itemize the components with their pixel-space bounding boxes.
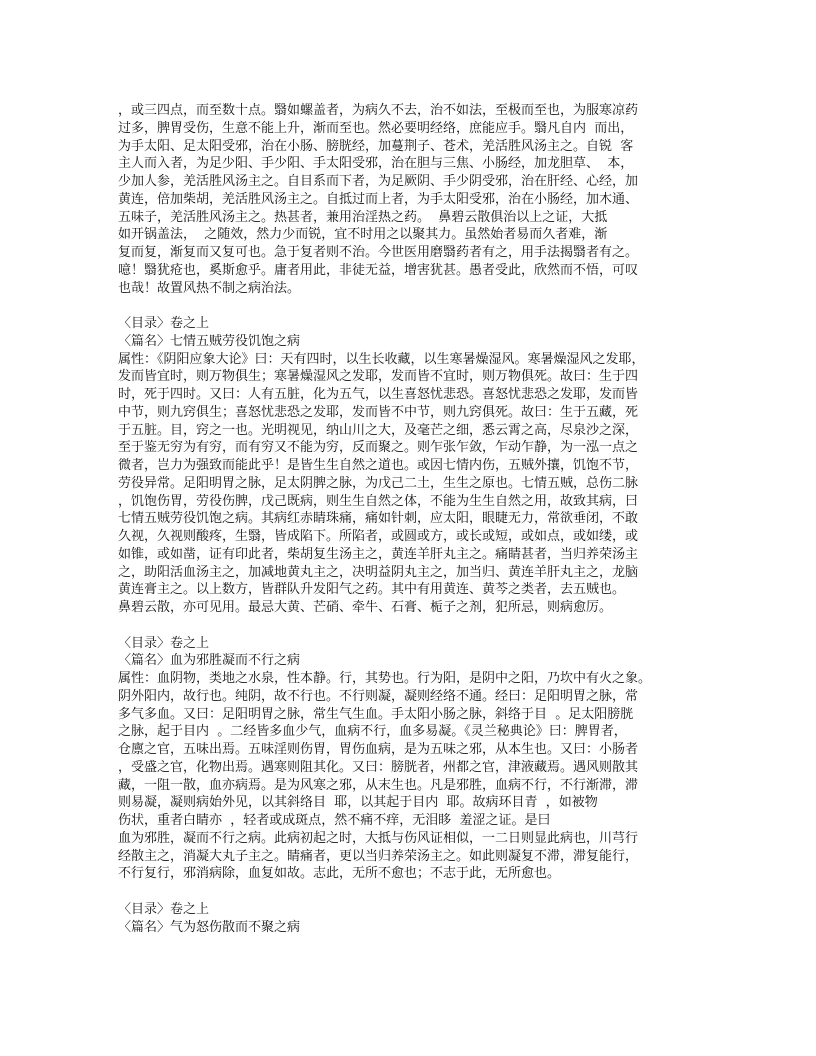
text-line: 微者，岂力为强致而能此乎！是皆生生自然之道也。或因七情内伤，五贼外攘，饥饱不节， bbox=[118, 458, 639, 473]
text-line: 如开锅盖法， 之随效，然力少而锐，宜不时用之以聚其力。虽然始者易而久者难，渐 bbox=[118, 227, 608, 243]
text-line: 复而复，渐复而又复可也。急于复者则不治。今世医用磨翳药者有之，用手法揭翳者有之。 bbox=[118, 245, 639, 260]
document-section bbox=[118, 635, 718, 884]
text-line: 黄连，倍加柴胡，羌活胜风汤主之。自抵过而上者，为手太阳受邪，治在小肠经，加木通、 bbox=[118, 191, 639, 207]
text-line: 经散主之，消凝大丸子主之。睛痛者，更以当归养荣汤主之。如此则凝复不滞，滞复能行， bbox=[118, 848, 639, 864]
document-page bbox=[118, 102, 718, 936]
chapter-title: 〈篇名〉血为邪胜凝而不行之病 bbox=[118, 653, 301, 669]
document-section bbox=[118, 315, 718, 617]
text-line: 黄连膏主之。以上数方，皆群队升发阳气之药。其中有用黄连、黄芩之类者，去五贼也。 bbox=[118, 582, 626, 598]
document-section bbox=[118, 901, 718, 937]
text-line: 久视，久视则酸疼，生翳，皆成陷下。所陷者，或圆或方，或长或短，或如点，或如缕，或 bbox=[118, 529, 639, 544]
catalog-heading: 〈目录〉卷之上 bbox=[118, 316, 210, 331]
catalog-heading: 〈目录〉卷之上 bbox=[118, 901, 210, 917]
section-spacer bbox=[118, 883, 718, 901]
text-line: ，饥饱伤胃，劳役伤脾，戊己既病，则生生自然之体，不能为生生自然之用，故致其病，曰 bbox=[118, 493, 639, 509]
text-line: 于五脏。目，窍之一也。光明视见，纳山川之大，及毫芒之细，悉云霄之高，尽泉沙之深， bbox=[118, 422, 639, 438]
text-line: 之，助阳活血汤主之，加减地黄丸主之，决明益阴丸主之，加当归、黄连羊肝丸主之，龙脑 bbox=[118, 564, 639, 580]
text-line: 噫！翳犹疮也，奚斯愈乎。庸者用此，非徒无益，增害犹甚。愚者受此，欣然而不悟，可叹 bbox=[118, 262, 639, 278]
text-line: 属性：血阴物，类地之水泉，性本静。行，其势也。行为阳，是阴中之阳，乃坎中有火之象。 bbox=[118, 671, 652, 686]
section-spacer bbox=[118, 617, 718, 635]
catalog-heading: 〈目录〉卷之上 bbox=[118, 635, 210, 651]
section-spacer bbox=[118, 297, 718, 315]
text-line: 至于鉴无穷为有穷，而有穷又不能为穷，反而聚之。则乍张乍敛，乍动乍静，为一泓一点之 bbox=[118, 440, 639, 456]
text-line: 少加人参，羌活胜风汤主之。自目系而下者，为足厥阴、手少阴受邪，治在肝经、心经，加 bbox=[118, 174, 639, 189]
text-line: 七情五贼劳役饥饱之病。其病红赤睛珠痛，痛如针刺，应太阳，眼睫无力，常欲垂闭，不敢 bbox=[118, 511, 639, 527]
text-line: 仓廪之官，五味出焉。五味淫则伤胃，胃伤血病，是为五味之邪，从本生也。又曰：小肠者 bbox=[118, 742, 639, 757]
text-line: 过多，脾胃受伤，生意不能上升，渐而至也。然必要明经络，庶能应手。翳凡自内 而出， bbox=[118, 120, 634, 136]
text-line: ，受盛之官，化物出焉。遇寒则阻其化。又曰：膀胱者，州都之官，津液藏焉。遇风则散其 bbox=[118, 759, 639, 775]
text-line: 阴外阳内，故行也。纯阴，故不行也。不行则凝，凝则经络不通。经曰：足阳明胃之脉，常 bbox=[118, 688, 639, 704]
chapter-title: 〈篇名〉气为怒伤散而不聚之病 bbox=[118, 919, 301, 935]
document-section bbox=[118, 102, 718, 297]
text-line: 不行复行，邪消病除，血复如故。志此，无所不愈也；不志于此，无所愈也。 bbox=[118, 866, 561, 882]
text-line: 之脉，起于目内 。二经皆多血少气，血病不行，血多易凝。《灵兰秘典论》曰：脾胃者， bbox=[118, 724, 627, 740]
text-line: 鼻碧云散，亦可见用。最忌大黄、芒硝、牵牛、石膏、栀子之剂，犯所忌，则病愈厉。 bbox=[118, 600, 613, 615]
text-line: 则易凝，凝则病始外见，以其斜络目 耶，以其起于目内 耶。故病环目青 ，如被物 bbox=[118, 795, 598, 811]
text-line: 五味子，羌活胜风汤主之。热甚者，兼用治淫热之药。 鼻碧云散俱治以上之证，大抵 bbox=[118, 209, 608, 225]
text-line: 时，死于四时。又曰：人有五脏，化为五气，以生喜怒忧悲恐。喜怒忧悲恐之发耶，发而皆 bbox=[118, 387, 639, 402]
text-line: 劳役异常。足阳明胃之脉，足太阴脾之脉，为戊己二土，生生之原也。七情五贼，总伤二脉 bbox=[118, 475, 639, 491]
text-line: 主人而入者，为足少阳、手少阳、手太阳受邪，治在胆与三焦、小肠经，加龙胆草、 本， bbox=[118, 156, 634, 172]
text-line: 伤状，重者白睛亦 ，轻者或成斑点，然不痛不痒，无泪眵 羞涩之证。是曰 bbox=[118, 813, 551, 828]
text-line: 也哉！故置风热不制之病治法。 bbox=[118, 280, 301, 296]
text-line: 血为邪胜，凝而不行之病。此病初起之时，大抵与伤风证相似，一二日则显此病也，川芎行 bbox=[118, 830, 639, 846]
chapter-title: 〈篇名〉七情五贼劳役饥饱之病 bbox=[118, 333, 301, 349]
text-line: 如锥，或如凿，证有印此者，柴胡复生汤主之，黄连羊肝丸主之。痛睛甚者，当归养荣汤主 bbox=[118, 546, 639, 562]
text-line: ，或三四点，而至数十点。翳如螺盖者，为病久不去，治不如法，至极而至也，为服寒凉药 bbox=[118, 103, 639, 118]
text-line: 属性：《阴阳应象大论》曰：天有四时，以生长收藏，以生寒暑燥湿风。寒暑燥湿风之发耶， bbox=[118, 351, 645, 367]
text-line: 多气多血。又曰：足阳明胃之脉，常生气生血。手太阳小肠之脉，斜络于目 。足太阳膀胱 bbox=[118, 706, 634, 722]
text-line: 中节，则九窍俱生；喜怒忧悲恐之发耶，发而皆不中节，则九窍俱死。故曰：生于五藏，死 bbox=[118, 404, 639, 420]
text-line: 为手太阳、足太阳受邪，治在小肠、膀胱经，加蔓荆子、苍术，羌活胜风汤主之。自锐 客 bbox=[118, 138, 634, 154]
text-line: 藏，一阻一散，血亦病焉。是为风寒之邪，从末生也。凡是邪胜，血病不行，不行渐滞，滞 bbox=[118, 777, 639, 793]
text-line: 发而皆宜时，则万物俱生；寒暑燥湿风之发耶，发而皆不宜时，则万物俱死。故曰：生于四 bbox=[118, 369, 639, 385]
